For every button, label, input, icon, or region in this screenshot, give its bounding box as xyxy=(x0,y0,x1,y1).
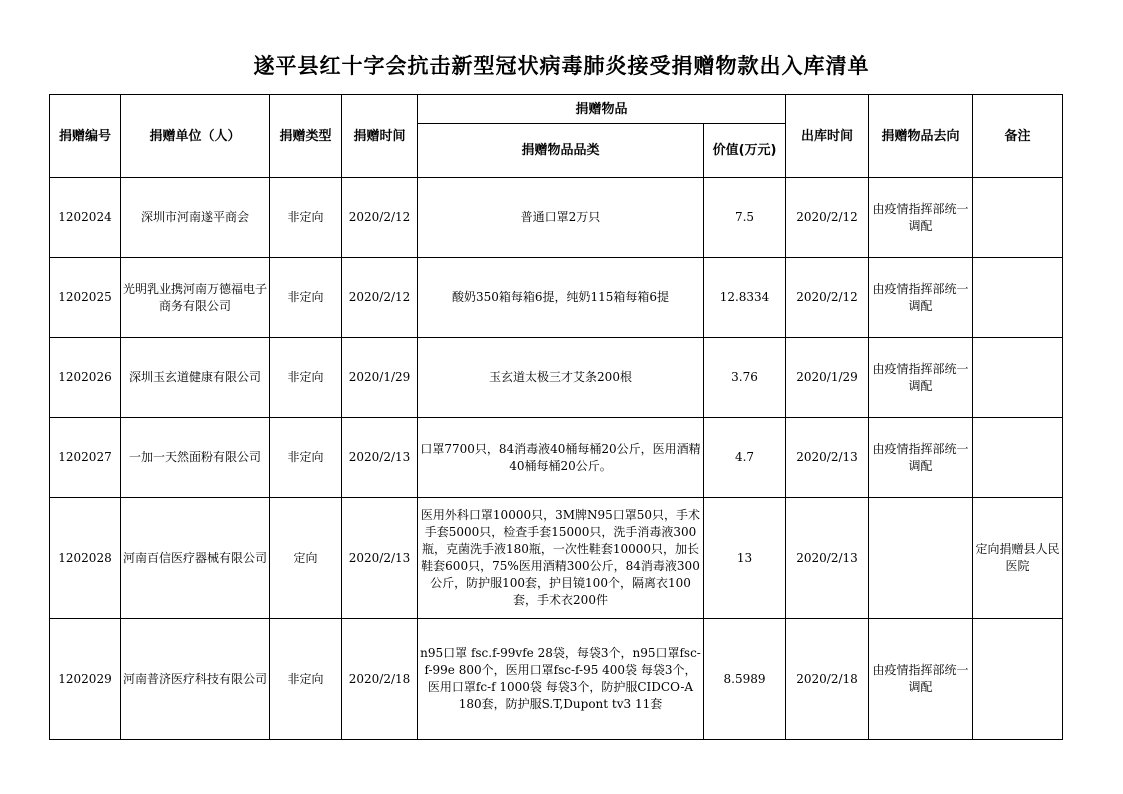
cell-value: 4.7 xyxy=(704,418,786,498)
cell-remark xyxy=(973,338,1063,418)
cell-out-date: 2020/2/12 xyxy=(786,258,869,338)
cell-category: n95口罩 fsc.f-99vfe 28袋，每袋3个，n95口罩fsc-f-99e 800个，医用口罩fsc-f-95 400袋 每袋3个，医用口罩fc-f 1000袋 每袋3个，防护服CIDCO-A 180套，防护服S.T,Dupont tv3 11套 xyxy=(418,619,704,740)
cell-id: 1202028 xyxy=(50,498,121,619)
cell-donor: 河南百信医疗器械有限公司 xyxy=(121,498,270,619)
cell-out-date: 2020/2/12 xyxy=(786,178,869,258)
cell-destination xyxy=(869,498,973,619)
cell-destination: 由疫情指挥部统一调配 xyxy=(869,619,973,740)
cell-remark xyxy=(973,258,1063,338)
header-id: 捐赠编号 xyxy=(50,95,121,178)
cell-date: 2020/2/13 xyxy=(342,498,418,619)
header-type: 捐赠类型 xyxy=(270,95,342,178)
cell-out-date: 2020/1/29 xyxy=(786,338,869,418)
cell-destination: 由疫情指挥部统一调配 xyxy=(869,258,973,338)
cell-date: 2020/2/12 xyxy=(342,178,418,258)
cell-donor: 河南普济医疗科技有限公司 xyxy=(121,619,270,740)
cell-destination: 由疫情指挥部统一调配 xyxy=(869,418,973,498)
cell-category: 玉玄道太极三才艾条200根 xyxy=(418,338,704,418)
cell-value: 8.5989 xyxy=(704,619,786,740)
cell-date: 2020/2/13 xyxy=(342,418,418,498)
cell-type: 非定向 xyxy=(270,619,342,740)
table-row xyxy=(50,258,1063,338)
donation-table xyxy=(49,94,1063,740)
header-out-date: 出库时间 xyxy=(786,95,869,178)
cell-date: 2020/1/29 xyxy=(342,338,418,418)
header-destination: 捐赠物品去向 xyxy=(869,95,973,178)
cell-id: 1202025 xyxy=(50,258,121,338)
cell-out-date: 2020/2/13 xyxy=(786,498,869,619)
cell-date: 2020/2/12 xyxy=(342,258,418,338)
table-row xyxy=(50,178,1063,258)
table-row xyxy=(50,619,1063,740)
cell-type: 定向 xyxy=(270,498,342,619)
cell-id: 1202029 xyxy=(50,619,121,740)
cell-category: 普通口罩2万只 xyxy=(418,178,704,258)
cell-remark: 定向捐赠县人民医院 xyxy=(973,498,1063,619)
cell-donor: 深圳玉玄道健康有限公司 xyxy=(121,338,270,418)
cell-value: 12.8334 xyxy=(704,258,786,338)
cell-donor: 一加一天然面粉有限公司 xyxy=(121,418,270,498)
header-category: 捐赠物品品类 xyxy=(418,124,704,178)
cell-category: 酸奶350箱每箱6提，纯奶115箱每箱6提 xyxy=(418,258,704,338)
cell-value: 7.5 xyxy=(704,178,786,258)
cell-category: 医用外科口罩10000只，3M牌N95口罩50只，手术手套5000只，检查手套15000只，洗手消毒液300瓶，克菌洗手液180瓶，一次性鞋套10000只，加长鞋套600只，75%医用酒精300公斤，84消毒液300公斤，防护服100套，护目镜100个，隔离衣100套，手术衣200件 xyxy=(418,498,704,619)
cell-donor: 深圳市河南遂平商会 xyxy=(121,178,270,258)
cell-type: 非定向 xyxy=(270,178,342,258)
header-value: 价值(万元) xyxy=(704,124,786,178)
cell-category: 口罩7700只，84消毒液40桶每桶20公斤，医用酒精40桶每桶20公斤。 xyxy=(418,418,704,498)
cell-destination: 由疫情指挥部统一调配 xyxy=(869,178,973,258)
table-row xyxy=(50,498,1063,619)
cell-remark xyxy=(973,619,1063,740)
page-title: 遂平县红十字会抗击新型冠状病毒肺炎接受捐赠物款出入库清单 xyxy=(253,54,870,78)
cell-out-date: 2020/2/18 xyxy=(786,619,869,740)
header-donor: 捐赠单位（人） xyxy=(121,95,270,178)
cell-id: 1202024 xyxy=(50,178,121,258)
header-date: 捐赠时间 xyxy=(342,95,418,178)
cell-type: 非定向 xyxy=(270,258,342,338)
table-row xyxy=(50,338,1063,418)
header-goods-group: 捐赠物品 xyxy=(418,95,786,124)
cell-value: 3.76 xyxy=(704,338,786,418)
cell-type: 非定向 xyxy=(270,418,342,498)
cell-remark xyxy=(973,418,1063,498)
cell-id: 1202026 xyxy=(50,338,121,418)
cell-donor: 光明乳业携河南万德福电子商务有限公司 xyxy=(121,258,270,338)
cell-id: 1202027 xyxy=(50,418,121,498)
table-row xyxy=(50,418,1063,498)
cell-date: 2020/2/18 xyxy=(342,619,418,740)
cell-destination: 由疫情指挥部统一调配 xyxy=(869,338,973,418)
cell-remark xyxy=(973,178,1063,258)
cell-out-date: 2020/2/13 xyxy=(786,418,869,498)
header-remark: 备注 xyxy=(973,95,1063,178)
cell-value: 13 xyxy=(704,498,786,619)
cell-type: 非定向 xyxy=(270,338,342,418)
